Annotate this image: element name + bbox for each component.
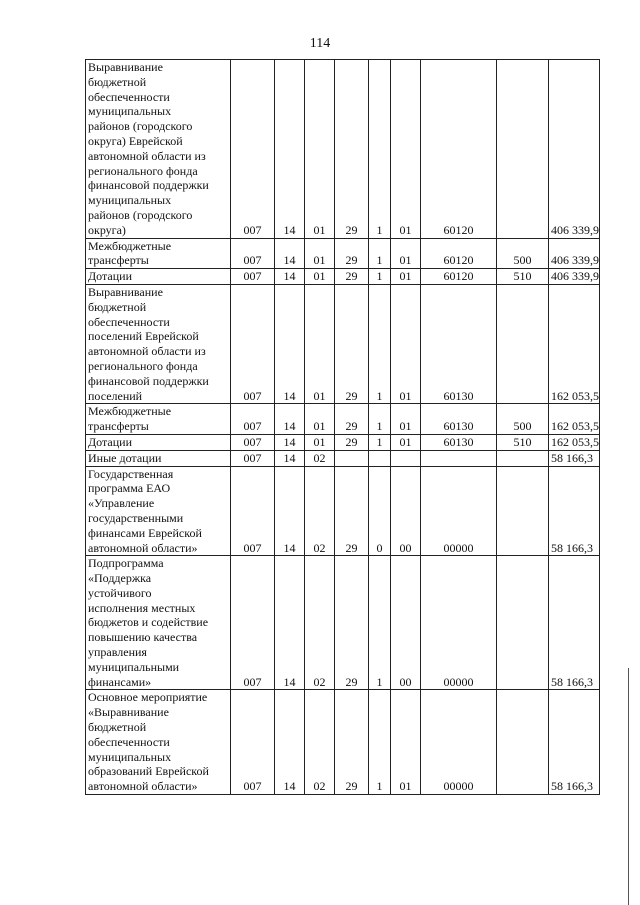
budget-table (85, 59, 600, 795)
direction-code-cell (421, 450, 497, 466)
expense-type-cell: 510 (497, 434, 549, 450)
item-name-line: Выравнивание (88, 60, 163, 74)
event-code-cell: 01 (391, 690, 421, 795)
subprogram-code-cell: 1 (369, 434, 391, 450)
item-name-line: автономной области из (88, 148, 206, 163)
table-body (86, 60, 600, 795)
item-name-line: управления (88, 645, 147, 660)
subsection-code-cell: 01 (305, 238, 335, 269)
item-name-cell (86, 269, 231, 285)
event-code-cell: 00 (391, 466, 421, 556)
item-name-line: муниципальными (88, 659, 180, 674)
item-name-line: «Управление (88, 496, 155, 511)
section-code-cell: 14 (275, 284, 305, 403)
item-name-cell (86, 238, 231, 269)
table-row (86, 690, 600, 795)
expense-type-cell (497, 60, 549, 239)
section-code-cell: 14 (275, 238, 305, 269)
section-code-cell: 14 (275, 690, 305, 795)
table-row (86, 238, 600, 269)
direction-code-cell: 60120 (421, 60, 497, 239)
item-name-line: Межбюджетные (88, 404, 172, 419)
item-name-line: районов (городского (88, 119, 193, 134)
item-name-line: обеспеченности (88, 89, 170, 104)
amount-cell: 58 166,3 (549, 556, 600, 690)
item-name-line: автономной области» (88, 779, 198, 794)
subsection-code-cell: 01 (305, 434, 335, 450)
expense-type-cell (497, 556, 549, 690)
item-name-line: образований Еврейской (88, 764, 209, 779)
item-name-line: бюджетной (88, 299, 147, 314)
item-name-cell (86, 466, 231, 556)
direction-code-cell: 00000 (421, 556, 497, 690)
item-name-line: Выравнивание (88, 284, 163, 299)
expense-type-cell (497, 284, 549, 403)
subsection-code-cell: 02 (305, 450, 335, 466)
item-name-line: бюджетов и содействие (88, 615, 209, 630)
item-name-line: Дотации (88, 269, 133, 284)
program-code-cell: 29 (335, 404, 369, 435)
item-name-line: муниципальных (88, 193, 172, 208)
expense-type-cell: 510 (497, 269, 549, 285)
direction-code-cell: 00000 (421, 466, 497, 556)
amount-cell: 162 053,5 (549, 434, 600, 450)
item-name-cell (86, 60, 231, 239)
subsection-code-cell: 01 (305, 269, 335, 285)
subsection-code-cell: 01 (305, 404, 335, 435)
event-code-cell: 01 (391, 238, 421, 269)
subprogram-code-cell: 1 (369, 690, 391, 795)
subsection-code-cell: 02 (305, 690, 335, 795)
direction-code-cell: 60130 (421, 434, 497, 450)
subsection-code-cell: 02 (305, 556, 335, 690)
table-row (86, 556, 600, 690)
ministry-code-cell: 007 (231, 690, 275, 795)
table-row (86, 284, 600, 403)
table-row (86, 60, 600, 239)
ministry-code-cell: 007 (231, 466, 275, 556)
program-code-cell: 29 (335, 466, 369, 556)
scan-edge-line (628, 668, 629, 905)
item-name-line: «Поддержка (88, 571, 152, 586)
subprogram-code-cell: 0 (369, 466, 391, 556)
ministry-code-cell: 007 (231, 556, 275, 690)
item-name-line: муниципальных (88, 104, 172, 119)
item-name-line: Иные дотации (88, 450, 162, 465)
subprogram-code-cell: 1 (369, 404, 391, 435)
amount-cell: 58 166,3 (549, 450, 600, 466)
expense-type-cell: 500 (497, 404, 549, 435)
amount-cell: 162 053,5 (549, 284, 600, 403)
item-name-line: трансферты (88, 419, 149, 434)
item-name-line: обеспеченности (88, 734, 170, 749)
table-row (86, 434, 600, 450)
item-name-cell (86, 556, 231, 690)
section-code-cell: 14 (275, 434, 305, 450)
item-name-line: трансферты (88, 253, 149, 268)
item-name-line: Межбюджетные (88, 238, 172, 253)
direction-code-cell: 60120 (421, 238, 497, 269)
event-code-cell (391, 450, 421, 466)
direction-code-cell: 60130 (421, 284, 497, 403)
program-code-cell: 29 (335, 434, 369, 450)
subprogram-code-cell (369, 450, 391, 466)
item-name-line: регионального фонда (88, 163, 198, 178)
direction-code-cell: 00000 (421, 690, 497, 795)
event-code-cell: 01 (391, 434, 421, 450)
item-name-line: Государственная (88, 466, 174, 481)
item-name-line: поселений (88, 388, 143, 403)
section-code-cell: 14 (275, 450, 305, 466)
expense-type-cell (497, 450, 549, 466)
section-code-cell: 14 (275, 269, 305, 285)
table-row (86, 450, 600, 466)
section-code-cell: 14 (275, 60, 305, 239)
page-number: 114 (309, 36, 331, 51)
item-name-line: муниципальных (88, 749, 172, 764)
item-name-line: обеспеченности (88, 314, 170, 329)
item-name-line: финансовой поддержки (88, 178, 209, 193)
item-name-line: регионального фонда (88, 358, 198, 373)
expense-type-cell (497, 466, 549, 556)
amount-cell: 58 166,3 (549, 690, 600, 795)
item-name-line: бюджетной (88, 720, 147, 735)
item-name-line: бюджетной (88, 74, 147, 89)
subprogram-code-cell: 1 (369, 284, 391, 403)
expense-type-cell (497, 690, 549, 795)
ministry-code-cell: 007 (231, 269, 275, 285)
amount-cell: 406 339,9 (549, 269, 600, 285)
subsection-code-cell: 01 (305, 60, 335, 239)
program-code-cell: 29 (335, 60, 369, 239)
amount-cell: 406 339,9 (549, 60, 600, 239)
item-name-line: повышению качества (88, 630, 198, 645)
ministry-code-cell: 007 (231, 60, 275, 239)
table-row (86, 404, 600, 435)
event-code-cell: 00 (391, 556, 421, 690)
event-code-cell: 01 (391, 269, 421, 285)
item-name-cell (86, 404, 231, 435)
event-code-cell: 01 (391, 284, 421, 403)
event-code-cell: 01 (391, 404, 421, 435)
subprogram-code-cell: 1 (369, 60, 391, 239)
section-code-cell: 14 (275, 466, 305, 556)
item-name-line: программа ЕАО (88, 481, 171, 496)
subprogram-code-cell: 1 (369, 238, 391, 269)
program-code-cell: 29 (335, 556, 369, 690)
item-name-line: Подпрограмма (88, 556, 164, 571)
item-name-line: поселений Еврейской (88, 329, 199, 344)
program-code-cell: 29 (335, 284, 369, 403)
program-code-cell (335, 450, 369, 466)
event-code-cell: 01 (391, 60, 421, 239)
section-code-cell: 14 (275, 404, 305, 435)
direction-code-cell: 60130 (421, 404, 497, 435)
subsection-code-cell: 02 (305, 466, 335, 556)
table-row (86, 269, 600, 285)
item-name-line: автономной области из (88, 344, 206, 359)
program-code-cell: 29 (335, 690, 369, 795)
subprogram-code-cell: 1 (369, 556, 391, 690)
expense-type-cell: 500 (497, 238, 549, 269)
ministry-code-cell: 007 (231, 434, 275, 450)
amount-cell: 162 053,5 (549, 404, 600, 435)
program-code-cell: 29 (335, 269, 369, 285)
ministry-code-cell: 007 (231, 284, 275, 403)
item-name-line: финансовой поддержки (88, 373, 209, 388)
item-name-line: исполнения местных (88, 600, 196, 615)
item-name-line: Основное мероприятие (88, 690, 208, 705)
item-name-line: финансами» (88, 674, 152, 689)
item-name-line: автономной области» (88, 540, 198, 555)
item-name-line: округа) (88, 222, 126, 237)
subprogram-code-cell: 1 (369, 269, 391, 285)
item-name-line: устойчивого (88, 585, 152, 600)
amount-cell: 406 339,9 (549, 238, 600, 269)
item-name-cell (86, 450, 231, 466)
item-name-cell (86, 690, 231, 795)
item-name-cell (86, 284, 231, 403)
item-name-line: округа) Еврейской (88, 133, 183, 148)
section-code-cell: 14 (275, 556, 305, 690)
item-name-line: финансами Еврейской (88, 525, 202, 540)
amount-cell: 58 166,3 (549, 466, 600, 556)
ministry-code-cell: 007 (231, 404, 275, 435)
table-row (86, 466, 600, 556)
direction-code-cell: 60120 (421, 269, 497, 285)
program-code-cell: 29 (335, 238, 369, 269)
item-name-cell (86, 434, 231, 450)
ministry-code-cell: 007 (231, 238, 275, 269)
item-name-line: районов (городского (88, 207, 193, 222)
item-name-line: «Выравнивание (88, 705, 169, 720)
item-name-line: Дотации (88, 434, 133, 449)
subsection-code-cell: 01 (305, 284, 335, 403)
item-name-line: государственными (88, 510, 184, 525)
ministry-code-cell: 007 (231, 450, 275, 466)
